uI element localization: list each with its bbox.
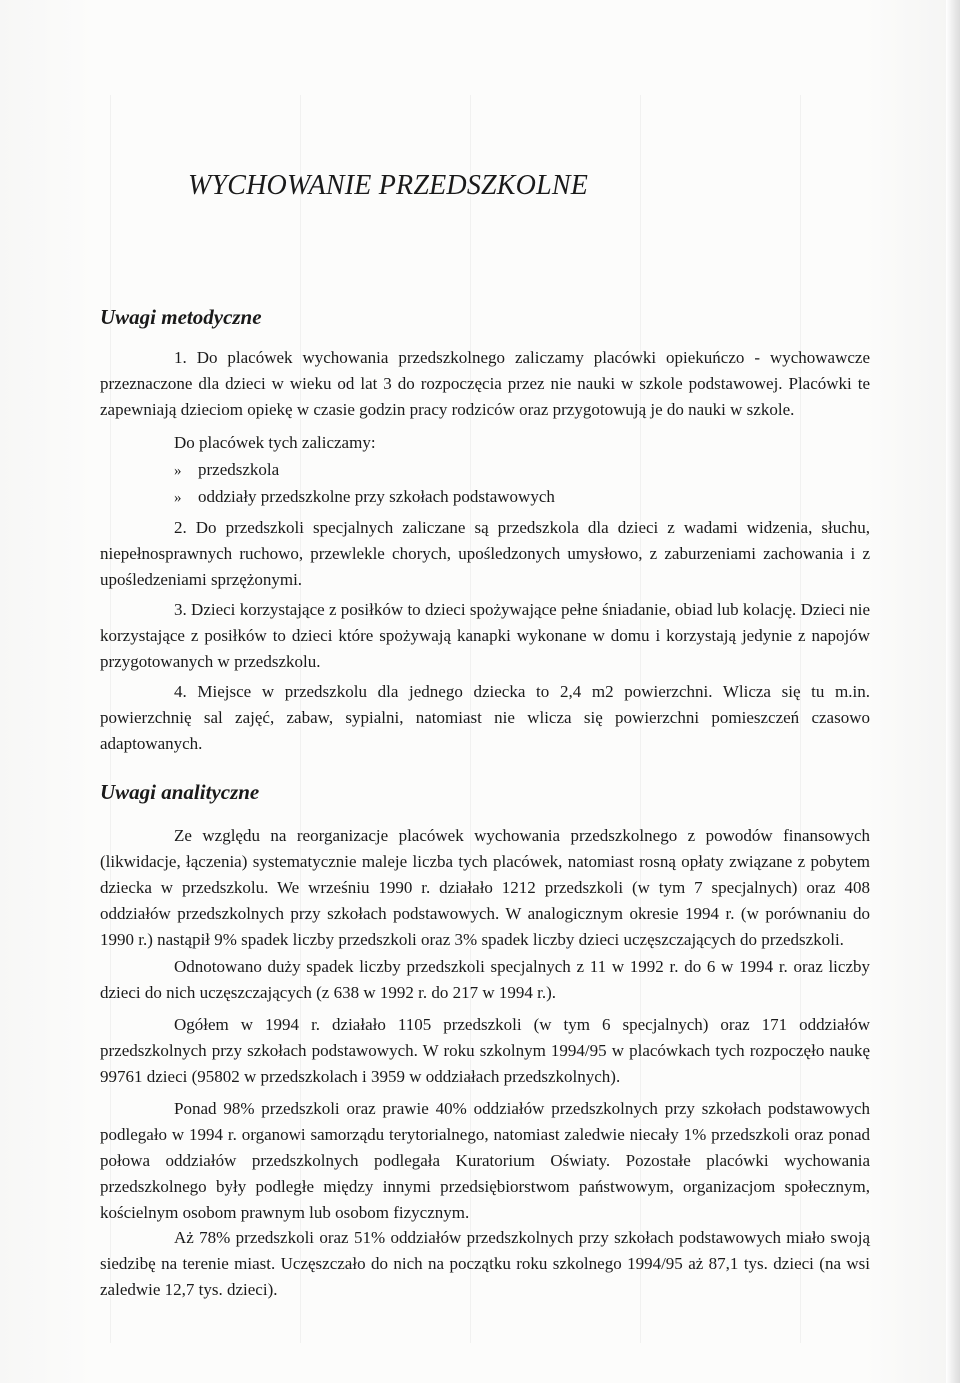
institution-type-list [174, 457, 555, 511]
page-edge-shadow [946, 0, 960, 1383]
paragraph-method-2: 2. Do przedszkoli specjalnych zaliczane są przedszkola dla dzieci z wadami widzenia, słuchu, niepełnosprawnych ruchowo, przewlekle chorych, upośledzonych umysłowo, z zaburzeniami zachowania i z upośledzeniami sprzężonymi. [100, 518, 870, 589]
paragraph-analysis-2: Odnotowano duży spadek liczby przedszkoli specjalnych z 11 w 1992 r. do 6 w 1994 r. oraz liczby dzieci do nich uczęszczających (z 638 w 1992 r. do 217 w 1994 r.). [100, 957, 870, 1002]
paragraph-analysis-5: Aż 78% przedszkoli oraz 51% oddziałów przedszkolnych przy szkołach podstawowych miało swoją siedzibę na terenie miast. Uczęszczało do nich na początku roku szkolnego 1994/95 aż 87,1 tys. dzieci (na wsi zaledwie 12,7 tys. dzieci). [100, 1228, 870, 1299]
paragraph-analysis-4: Ponad 98% przedszkoli oraz prawie 40% oddziałów przedszkolnych przy szkołach podstawowych podlegało w 1994 r. organowi samorządu terytorialnego, natomiast zaledwie niecały 1% przedszkoli oraz ponad połowa oddziałów przedszkolnych podlegała Kuratorium Oświaty. Pozostałe placówki wychowania przedszkolnego były podległe między innymi przedsiębiorstwom państwowym, organizacjom społecznym, kościelnym osobom prawnym lub osobom fizycznym. [100, 1099, 870, 1222]
section-heading-methodological: Uwagi metodyczne [100, 305, 262, 329]
list-bullet: » [174, 490, 182, 506]
paragraph-method-1: 1. Do placówek wychowania przedszkolnego zaliczamy placówki opiekuńczo - wychowawcze przeznaczone dla dzieci w wieku od lat 3 do rozpoczęcia przez nie nauki w szkole podstawowej. Placówki te zapewniają dzieciom opiekę w czasie godzin pracy rodziców oraz przygotowują je do nauki w szkole. [100, 348, 870, 419]
list-item [174, 484, 555, 511]
paragraph-analysis-3: Ogółem w 1994 r. działało 1105 przedszkoli (w tym 6 specjalnych) oraz 171 oddziałów przedszkolnych przy szkołach podstawowych. W roku szkolnym 1994/95 w placówkach tych rozpoczęło naukę 99761 dzieci (95802 w przedszkolach i 3959 w oddziałach przedszkolnych). [100, 1015, 870, 1086]
paragraph-method-list-intro: Do placówek tych zaliczamy: [174, 433, 376, 452]
paragraph-analysis-1: Ze względu na reorganizacje placówek wychowania przedszkolnego z powodów finansowych (likwidacje, łączenia) systematycznie maleje liczba tych placówek, natomiast rosną opłaty związane z pobytem dziecka w przedszkolu. We wrześniu 1990 r. działało 1212 przedszkoli (w tym 7 specjalnych) oraz 408 oddziałów przedszkolnych przy szkołach podstawowych. W analogicznym okresie 1994 r. (w porównaniu do 1990 r.) nastąpił 9% spadek liczby przedszkoli oraz 3% spadek liczby dzieci uczęszczających do przedszkoli. [100, 826, 870, 949]
page-title: WYCHOWANIE PRZEDSZKOLNE [187, 170, 589, 201]
list-item [174, 457, 555, 484]
paragraph-method-4: 4. Miejsce w przedszkolu dla jednego dziecka to 2,4 m2 powierzchni. Wlicza się tu m.in. powierzchnię sal zajęć, zabaw, sypialni, natomiast nie wlicza się powierzchni pomieszczeń czasowo adaptowanych. [100, 682, 870, 753]
paragraph-method-3: 3. Dzieci korzystające z posiłków to dzieci spożywające pełne śniadanie, obiad lub kolację. Dzieci nie korzystające z posiłków to dzieci które spożywają kanapki wykonane w domu i korzystają jedynie z napojów przygotowanych w przedszkolu. [100, 600, 870, 671]
list-item-label: oddziały przedszkolne przy szkołach podstawowych [198, 487, 555, 506]
section-heading-analytical: Uwagi analityczne [100, 780, 260, 804]
list-bullet: » [174, 463, 182, 479]
list-item-label: przedszkola [198, 460, 280, 479]
